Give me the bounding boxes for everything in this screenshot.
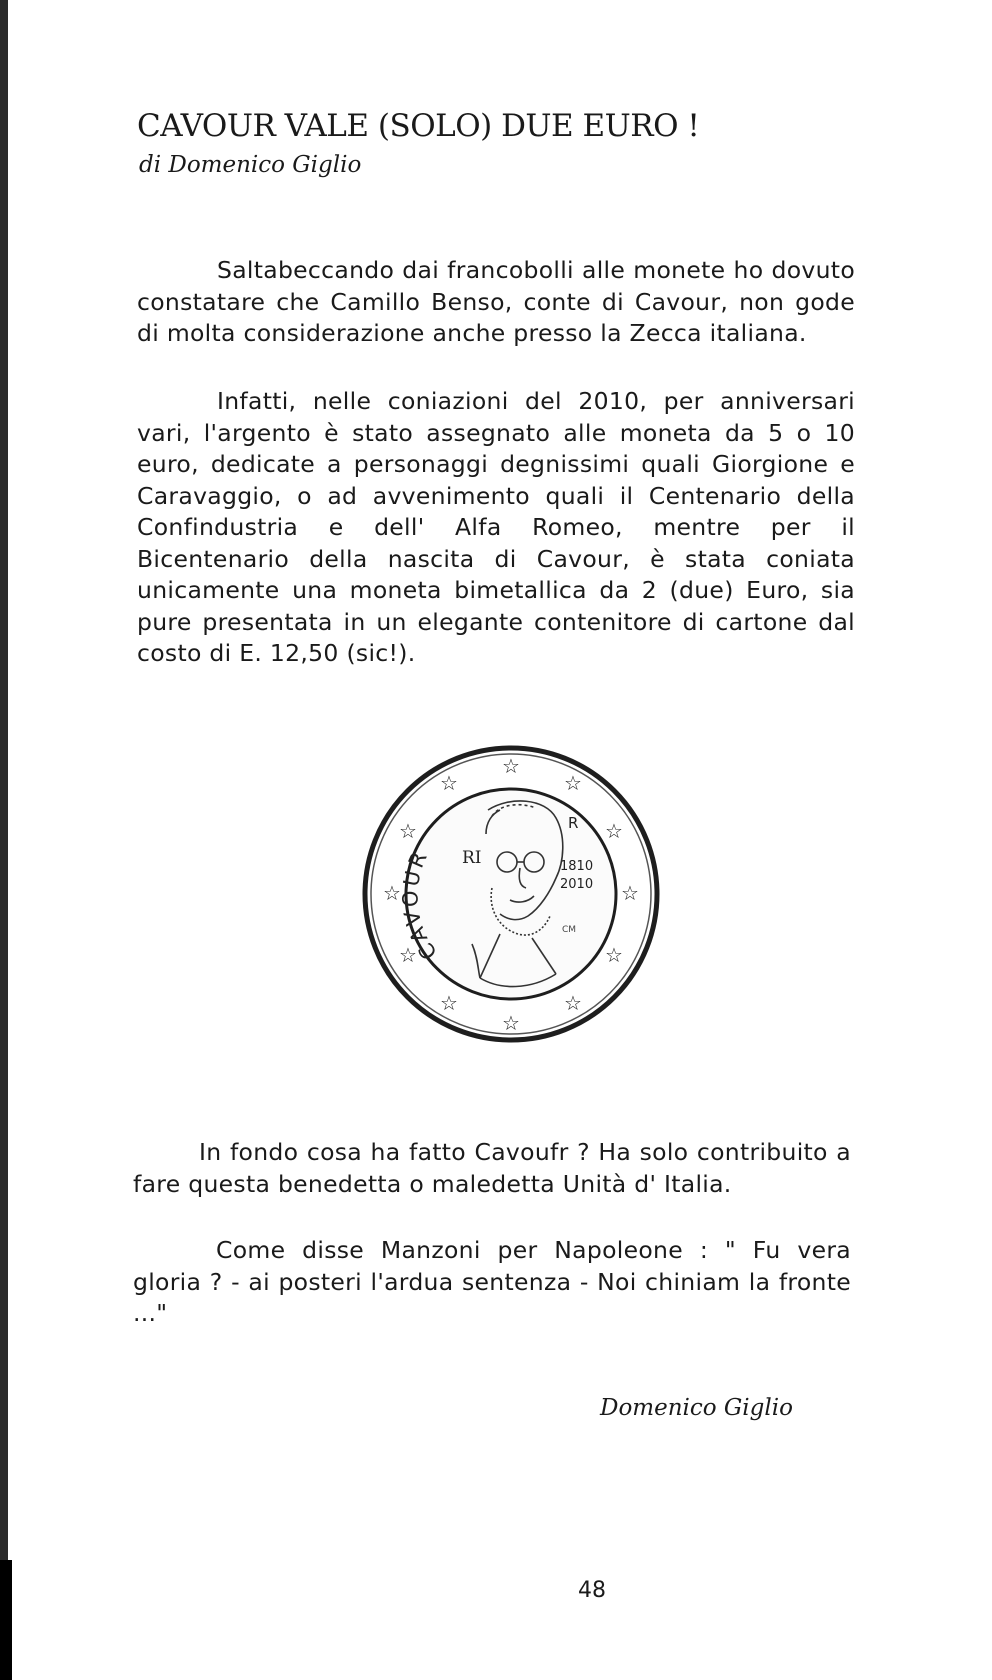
article-title: CAVOUR VALE (SOLO) DUE EURO ! <box>137 108 700 144</box>
star-icon: ☆ <box>502 754 520 778</box>
star-icon: ☆ <box>605 819 623 843</box>
star-icon: ☆ <box>399 943 417 967</box>
paragraph-2: Infatti, nelle coniazioni del 2010, per anniversari vari, l'argento è stato assegnato alle moneta da 5 o 10 euro, dedicate a personaggi degnissimi quali Giorgione e Caravaggio, o ad avvenimento quali il Centenario della Confindustria e dell' Alfa Romeo, mentre per il Bicentenario della nascita di Cavour, è stata coniata unicamente una moneta bimetallica da 2 (due) Euro, sia pure presentata in un elegante contenitore di cartone dal costo di E. 12,50 (sic!). <box>137 387 855 667</box>
coin-image <box>360 738 662 1050</box>
coin-year-issue: 2010 <box>560 877 594 892</box>
page-number: 48 <box>578 1578 606 1603</box>
coin-inner-edge <box>406 789 616 999</box>
coin-monogram: RI <box>462 848 482 868</box>
star-icon: ☆ <box>440 991 458 1015</box>
star-icon: ☆ <box>399 819 417 843</box>
author-signature: Domenico Giglio <box>600 1395 793 1421</box>
coin-mint-mark: R <box>568 814 579 832</box>
coin-year-birth: 1810 <box>560 859 594 874</box>
paragraph-1: Saltabeccando dai francobolli alle monete ho dovuto constatare che Camillo Benso, conte di Cavour, non gode di molta considerazione anche presso la Zecca italiana. <box>137 256 855 347</box>
star-icon: ☆ <box>383 881 401 905</box>
page-left-edge <box>0 0 8 1680</box>
coin-legend: CAVOUR <box>398 845 442 965</box>
star-icon: ☆ <box>440 771 458 795</box>
coin-engraver-initials: CM <box>562 925 577 935</box>
star-icon: ☆ <box>621 881 639 905</box>
star-icon: ☆ <box>564 771 582 795</box>
star-icon: ☆ <box>502 1011 520 1035</box>
article-byline: di Domenico Giglio <box>139 152 362 178</box>
star-icon: ☆ <box>564 991 582 1015</box>
star-icon: ☆ <box>605 943 623 967</box>
paragraph-4: Come disse Manzoni per Napoleone : " Fu vera gloria ? - ai posteri l'ardua sentenza - Noi chiniam la fronte ..." <box>133 1236 851 1327</box>
coin-illustration <box>360 738 662 1050</box>
paragraph-3: In fondo cosa ha fatto Cavoufr ? Ha solo contribuito a fare questa benedetta o maledetta Unità d' Italia. <box>133 1138 851 1198</box>
